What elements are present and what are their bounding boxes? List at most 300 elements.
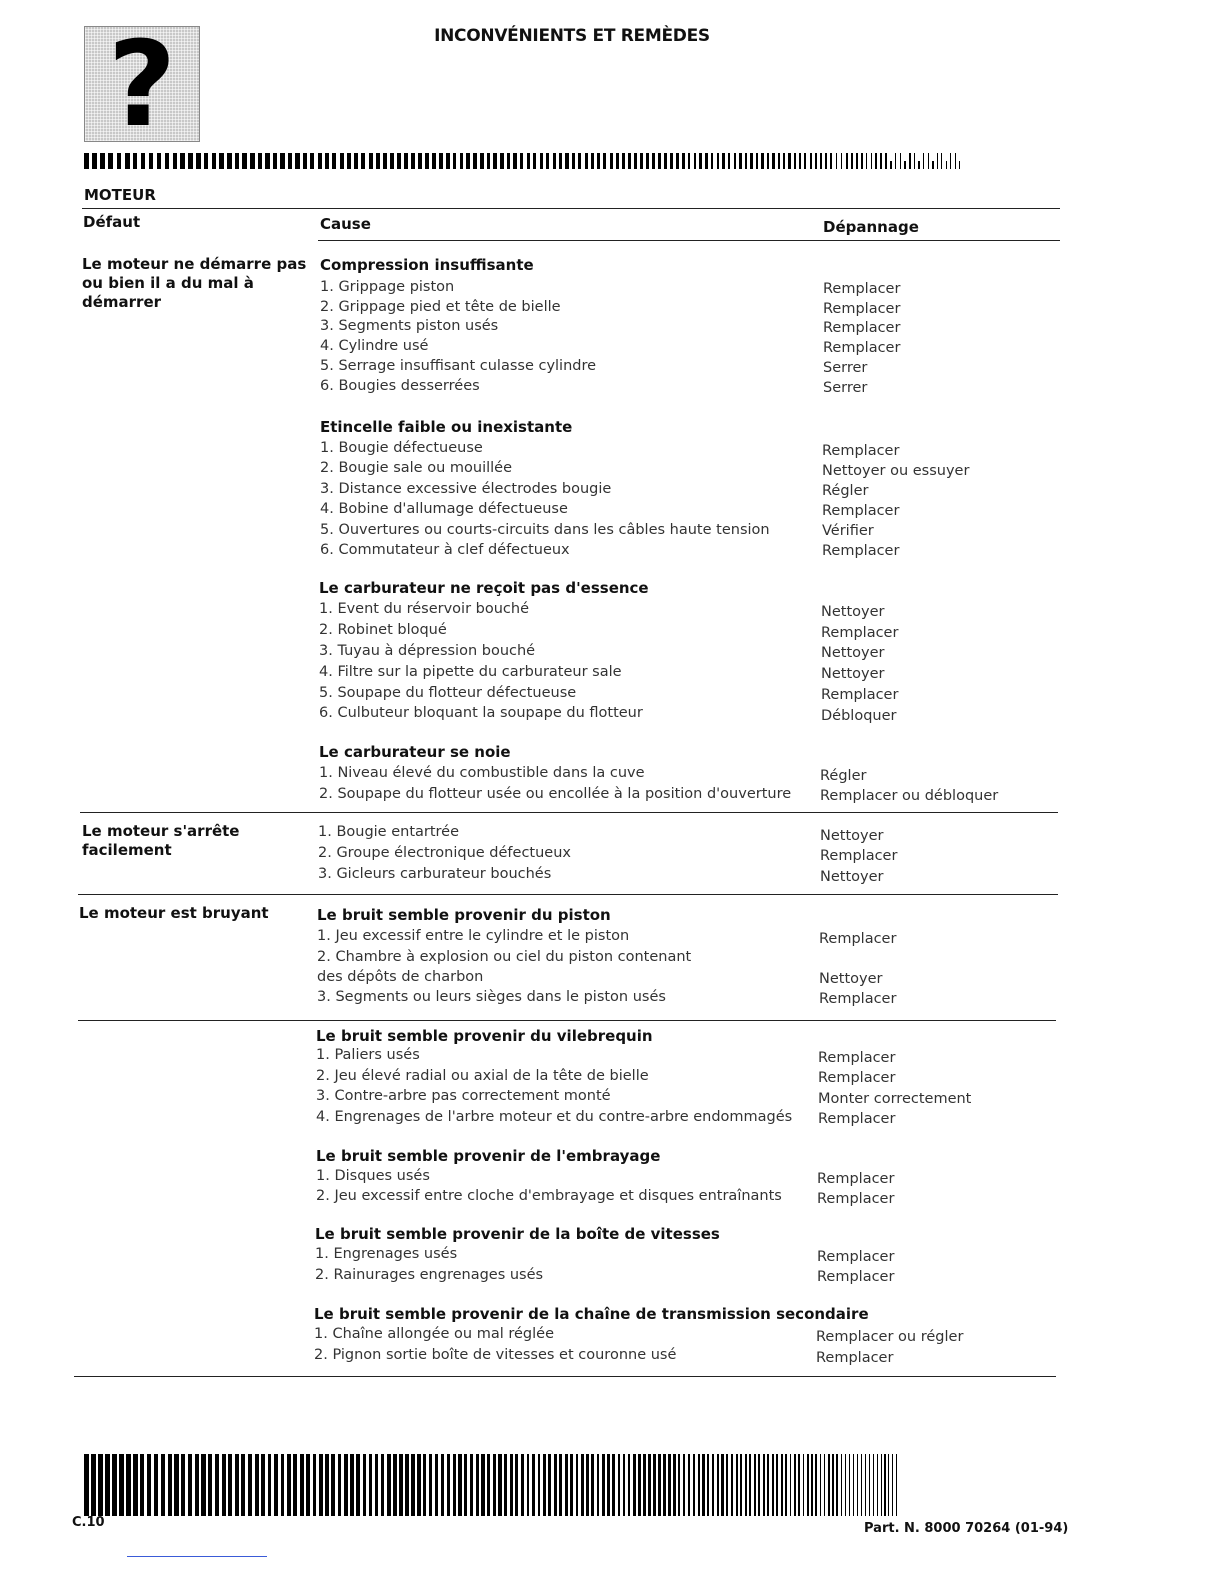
bar-segment [668,1454,670,1516]
bar-segment [918,161,919,169]
bar-segment [914,153,916,169]
remedy-item: Régler [820,768,867,784]
bar-segment [397,153,401,169]
bar-segment [119,1454,123,1516]
bar-segment [634,153,637,169]
bar-segment [476,1454,479,1516]
bar-segment [432,153,436,169]
bar-segment [165,153,170,169]
bar-segment [565,153,568,169]
bar-segment [532,1454,535,1516]
bar-segment [658,1454,660,1516]
bar-segment [721,1454,723,1516]
bar-segment [820,1454,822,1516]
bar-segment [699,153,702,169]
bar-segment [473,153,477,169]
bar-segment [904,161,906,169]
bar-segment [941,153,942,169]
bar-segment [688,1454,690,1516]
bar-segment [652,153,655,169]
bar-segment [219,153,224,169]
bar-segment [212,153,217,169]
bar-segment [188,153,193,169]
bar-segment [242,153,247,169]
bar-segment [227,153,232,169]
remedy-item: Remplacer [822,503,900,519]
cause-item: 1. Bougie entartrée [318,824,460,840]
bar-segment [754,1454,756,1516]
bar-segment [896,1454,897,1516]
bar-segment [458,1454,461,1516]
fault-label-no-start: Le moteur ne démarre pas ou bien il a du mal à démarrer [82,255,307,311]
bar-segment [174,1454,178,1516]
bar-segment [306,1454,310,1516]
remedy-item: Remplacer [819,931,897,947]
bar-segment [853,1454,854,1516]
bar-segment [865,1454,866,1516]
bar-segment [470,1454,473,1516]
bar-segment [640,153,643,169]
remedy-item: Remplacer [823,320,901,336]
remedy-item: Remplacer [818,1111,896,1127]
bar-segment [548,1454,551,1516]
remedy-item: Régler [822,483,869,499]
bar-segment [828,1454,830,1516]
bar-segment [705,153,708,169]
bar-segment [643,1454,646,1516]
bar-segment [815,1454,817,1516]
cause-item: 3. Segments ou leurs sièges dans le piston usés [317,989,666,1005]
bar-segment [439,153,443,169]
remedy-item: Remplacer [817,1249,895,1265]
bar-segment [576,1454,579,1516]
column-header-cause: Cause [320,215,371,233]
bar-segment [799,153,801,169]
cause-item: 6. Commutateur à clef défectueux [320,542,570,558]
bar-segment [265,153,269,169]
bar-segment [673,1454,675,1516]
bar-segment [772,1454,774,1516]
bar-segment [804,153,806,169]
bar-segment [776,1454,778,1516]
cause-item: 1. Grippage piston [320,279,455,295]
bar-segment [527,153,530,169]
bar-segment [125,153,130,169]
bar-segment [638,1454,641,1516]
bar-segment [849,1454,851,1516]
bar-segment [195,1454,199,1516]
group-title: Le bruit semble provenir de la boîte de vitesses [315,1225,720,1243]
bar-segment [763,1454,765,1516]
bar-segment [825,153,827,169]
bar-segment [453,153,457,169]
bar-segment [261,1454,265,1516]
group-title: Le bruit semble provenir du piston [317,906,611,924]
bar-segment [815,153,817,169]
bar-segment [460,153,464,169]
bar-segment [133,153,138,169]
bar-segment [287,1454,291,1516]
page-title: INCONVÉNIENTS ET REMÈDES [434,26,710,46]
bar-segment [487,153,491,169]
cause-item: 6. Bougies desserrées [320,378,480,394]
cause-item: 2. Chambre à explosion ou ciel du piston contenant des dépôts de charbon [317,949,692,985]
bar-segment [758,1454,760,1516]
bar-segment [393,1454,397,1516]
remedy-item: Nettoyer [819,971,883,987]
bar-segment [736,1454,738,1516]
bar-segment [880,153,882,169]
bar-segment [648,1454,650,1516]
group-title: Le carburateur se noie [319,743,511,761]
bar-segment [783,153,785,169]
bar-segment [168,1454,172,1516]
bar-segment [820,153,822,169]
bar-segment [959,161,960,169]
cause-item: 4. Bobine d'allumage défectueuse [320,501,568,517]
bar-segment [201,1454,205,1516]
bar-segment [105,1454,109,1516]
column-header-depannage: Dépannage [823,218,919,236]
cause-item: 1. Niveau élevé du combustible dans la cuve [319,765,645,781]
bar-segment [767,153,769,169]
bar-segment [875,153,877,169]
bar-segment [881,1454,882,1516]
bar-segment [241,1454,245,1516]
bar-segment [717,1454,719,1516]
bar-segment [356,1454,360,1516]
bar-segment [856,153,858,169]
bar-segment [411,1454,414,1516]
group-title: Le bruit semble provenir de l'embrayage [316,1147,661,1165]
bottom-barcode-rule [84,1454,1154,1516]
bar-segment [411,153,415,169]
bar-segment [832,1454,834,1516]
bar-segment [572,153,575,169]
bar-segment [798,1454,800,1516]
bar-segment [504,1454,507,1516]
cause-item: 2. Jeu excessif entre cloche d'embrayage et disques entraînants [316,1188,782,1204]
bar-segment [664,153,667,169]
bar-segment [884,1454,885,1516]
bar-segment [466,153,470,169]
bar-segment [722,153,725,169]
bar-segment [318,153,322,169]
bar-segment [740,1454,742,1516]
bar-segment [147,1454,151,1516]
bar-segment [405,1454,408,1516]
bar-segment [750,153,752,169]
bar-segment [423,1454,426,1516]
bar-segment [646,153,649,169]
bar-segment [585,153,588,169]
cause-item: 1. Engrenages usés [315,1246,458,1262]
group-title: Le bruit semble provenir de la chaîne de transmission secondaire [314,1305,869,1323]
cause-item: 4. Cylindre usé [320,338,429,354]
bar-segment [381,1454,385,1516]
table-bottom-rule [74,1376,1056,1377]
cause-item: 3. Tuyau à dépression bouché [319,643,536,659]
bar-segment [429,1454,432,1516]
question-mark-glyph: ? [107,15,177,153]
bar-segment [678,1454,680,1516]
cause-item: 3. Distance excessive électrodes bougie [320,481,612,497]
cause-item: 2. Rainurages engrenages usés [315,1267,544,1283]
group-title: Le bruit semble provenir du vilebrequin [316,1027,653,1045]
remedy-item: Nettoyer [821,604,885,620]
cause-item: 4. Engrenages de l'arbre moteur et du contre-arbre endommagés [316,1109,793,1125]
bar-segment [441,1454,444,1516]
bar-segment [785,1454,787,1516]
bar-segment [418,153,422,169]
bar-segment [141,153,146,169]
bar-segment [565,1454,568,1516]
bar-segment [869,1454,870,1516]
bar-segment [803,1454,805,1516]
bar-segment [303,153,307,169]
bar-segment [628,153,631,169]
cause-item: 2. Soupape du flotteur usée ou encollée à la position d'ouverture [319,786,792,802]
bar-segment [591,1454,594,1516]
bar-segment [404,153,408,169]
bar-segment [923,153,924,169]
bar-segment [280,153,284,169]
remedy-item: Monter correctement [818,1091,972,1107]
bar-segment [761,153,763,169]
remedy-item: Remplacer [820,848,898,864]
bar-segment [810,153,812,169]
bar-segment [682,153,685,169]
remedy-item: Serrer [823,360,868,376]
question-mark-icon [84,15,200,153]
bar-segment [890,161,892,169]
remedy-item: Remplacer ou régler [816,1329,964,1345]
bar-segment [204,153,209,169]
bar-segment [493,153,497,169]
bar-segment [581,1454,584,1516]
bar-segment [350,1454,354,1516]
bar-segment [126,1454,130,1516]
bar-segment [726,1454,728,1516]
bar-segment [570,1454,573,1516]
bar-segment [340,153,344,169]
bar-segment [154,1454,158,1516]
bar-segment [274,1454,278,1516]
bar-segment [180,153,185,169]
remedy-item: Nettoyer [821,666,885,682]
cause-item: 5. Soupape du flotteur défectueuse [319,685,577,701]
bar-segment [612,1454,615,1516]
header-rule-bottom [318,240,1060,241]
bar-segment [161,1454,165,1516]
bar-segment [778,153,780,169]
bar-segment [383,153,387,169]
top-barcode-rule [84,151,1160,169]
bar-segment [877,1454,878,1516]
bar-segment [885,153,887,169]
part-number: Part. N. 8000 70264 (01-94) [864,1521,1069,1536]
remedy-item: Remplacer [816,1350,894,1366]
bar-segment [670,153,673,169]
remedy-item: Nettoyer ou essuyer [822,463,970,479]
cause-item: 1. Chaîne allongée ou mal réglée [314,1326,555,1342]
fault-divider [80,812,1058,813]
bar-segment [527,1454,530,1516]
bar-segment [628,1454,631,1516]
cause-item: 2. Bougie sale ou mouillée [320,460,512,476]
cause-item: 6. Culbuteur bloquant la soupape du flotteur [319,705,643,721]
bar-segment [347,153,351,169]
bar-segment [543,1454,546,1516]
remedy-item: Remplacer [818,1050,896,1066]
page-number: C.10 [72,1515,105,1530]
bar-segment [515,1454,518,1516]
bar-segment [133,1454,137,1516]
cause-item: 1. Bougie défectueuse [320,440,483,456]
bar-segment [140,1454,144,1516]
remedy-item: Vérifier [822,523,874,539]
bar-segment [369,1454,373,1516]
bar-segment [610,153,613,169]
bar-segment [790,1454,792,1516]
cause-item: 1. Disques usés [316,1168,430,1184]
bar-segment [173,153,178,169]
bar-segment [538,1454,541,1516]
bar-segment [559,153,562,169]
bar-segment [208,1454,212,1516]
bar-segment [591,153,594,169]
remedy-item: Remplacer [821,625,899,641]
remedy-item: Remplacer [822,543,900,559]
bar-segment [559,1454,562,1516]
bar-segment [500,153,504,169]
bar-segment [895,153,897,169]
bar-segment [745,1454,747,1516]
bar-segment [84,1454,89,1516]
bar-segment [313,1454,317,1516]
bar-segment [781,1454,783,1516]
bar-segment [149,153,154,169]
bar-segment [676,153,679,169]
bar-segment [268,1454,272,1516]
bar-segment [332,153,336,169]
bar-segment [425,153,429,169]
group-divider [78,1020,1056,1021]
bar-segment [731,1454,733,1516]
bar-segment [196,153,201,169]
bar-segment [553,153,556,169]
bar-segment [338,1454,342,1516]
bar-segment [928,153,929,169]
bar-segment [602,1454,605,1516]
bar-segment [756,153,758,169]
bar-segment [728,153,731,169]
bar-segment [861,1454,862,1516]
bar-segment [653,1454,655,1516]
cause-item: 2. Groupe électronique défectueux [318,845,571,861]
bar-segment [841,153,843,169]
bar-segment [623,1454,626,1516]
bar-segment [181,1454,185,1516]
bar-segment [711,153,714,169]
bar-segment [228,1454,232,1516]
bar-segment [281,1454,285,1516]
bar-segment [658,153,661,169]
bar-segment [749,1454,751,1516]
bar-segment [830,153,832,169]
bar-segment [533,153,536,169]
bar-segment [300,1454,304,1516]
bar-segment [633,1454,636,1516]
bar-segment [369,153,373,169]
group-title: Le carburateur ne reçoit pas d'essence [319,579,649,597]
header-rule-top [82,208,1060,209]
remedy-item: Remplacer [818,1070,896,1086]
bar-segment [361,153,365,169]
cause-item: 1. Paliers usés [316,1047,420,1063]
remedy-item: Serrer [823,380,868,396]
bar-segment [554,1454,557,1516]
bar-segment [861,153,863,169]
bar-segment [319,1454,323,1516]
bar-segment [772,153,774,169]
bar-segment [824,1454,826,1516]
bar-segment [932,161,933,169]
bar-segment [950,153,951,169]
bar-segment [376,153,380,169]
bar-segment [288,153,292,169]
bar-segment [363,1454,367,1516]
bar-segment [693,1454,695,1516]
bar-segment [871,153,873,169]
bar-segment [510,1454,513,1516]
fault-label-noisy: Le moteur est bruyant [79,904,269,922]
cause-item: 2. Robinet bloqué [319,622,447,638]
cause-item: 3. Contre-arbre pas correctement monté [316,1088,611,1104]
remedy-item: Remplacer [821,687,899,703]
remedy-item: Remplacer [819,991,897,1007]
bar-segment [845,1454,847,1516]
bar-segment [663,1454,665,1516]
remedy-item: Remplacer [823,340,901,356]
bar-segment [84,153,89,169]
remedy-item: Remplacer [823,281,901,297]
bar-segment [344,1454,348,1516]
bar-segment [788,153,790,169]
bar-segment [387,1454,391,1516]
bar-segment [92,153,97,169]
bar-segment [836,1454,838,1516]
bar-segment [493,1454,496,1516]
cause-item: 2. Grippage pied et tête de bielle [320,299,561,315]
bar-segment [873,1454,874,1516]
group-title: Compression insuffisante [320,256,534,274]
cause-item: 3. Segments piston usés [320,318,499,334]
bar-segment [435,1454,438,1516]
bar-segment [354,153,358,169]
bar-segment [888,1454,889,1516]
bar-segment [487,1454,490,1516]
cause-item: 5. Serrage insuffisant culasse cylindre [320,358,597,374]
bar-segment [273,153,277,169]
section-title: MOTEUR [84,186,156,204]
cause-item: 5. Ouvertures ou courts-circuits dans les câbles haute tension [320,522,770,538]
cause-item: 2. Jeu élevé radial ou axial de la tête de bielle [316,1068,649,1084]
bar-segment [215,1454,219,1516]
remedy-item: Nettoyer [820,828,884,844]
cause-item: 4. Filtre sur la pipette du carburateur sale [319,664,622,680]
remedy-item: Nettoyer [820,869,884,885]
